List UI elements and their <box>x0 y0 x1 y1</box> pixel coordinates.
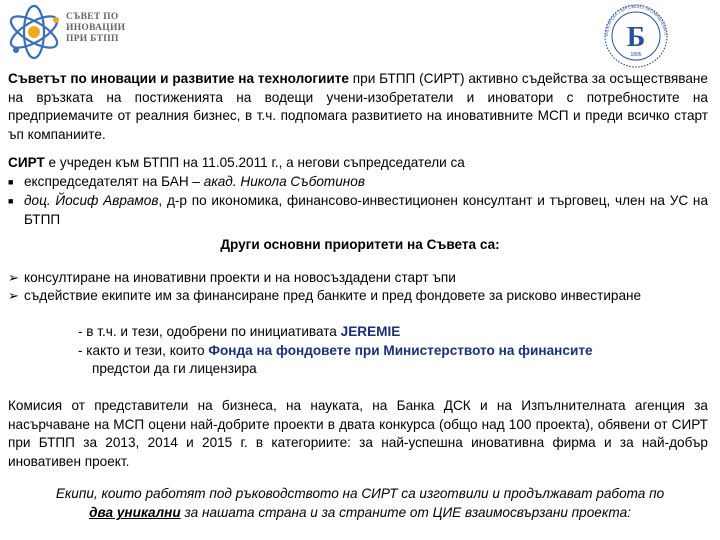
arrow-bullet-icon: ➢ <box>8 288 19 303</box>
person-name: акад. Никола Съботинов <box>203 174 365 189</box>
sirt-abbr: СИРТ <box>8 155 45 170</box>
founding-text: е учреден към БТПП на 11.05.2011 г., а негови съпредседатели са <box>44 155 465 170</box>
fund-highlight: Фонда на фондовете при Министерството на финансите <box>208 343 593 358</box>
square-bullet-icon: ■ <box>8 177 14 187</box>
list-item <box>8 192 708 229</box>
logo-line: СЪВЕТ ПО <box>66 12 119 22</box>
footer-note <box>0 484 720 522</box>
footer-line: Екипи, които работят под ръководството на СИРТ са изготвили и продължават работа по <box>55 486 665 501</box>
sub-item-jeremie <box>78 323 400 342</box>
sub-item-fund-cont: предстои да ги лицензира <box>92 361 257 376</box>
footer-bold: два уникални <box>89 505 181 520</box>
intro-text: при БТПП (СИРТ) активно съдейства за осъществяване на връзката на постиженията на водещи учени-изобретатели и иноватори с потребностите на предприемачите от реалния бизнес, в т.ч. подпомага развитието на иновативните МСП и преди всичко старт ъп компаниите. <box>8 71 708 142</box>
priority-text: съдействие екипите им за финансиране пред банките и пред фондовете за рисково инвестиране <box>24 288 642 303</box>
list-item <box>8 173 708 192</box>
founding-paragraph <box>8 154 708 173</box>
chamber-year: 1895 <box>630 52 642 58</box>
intro-paragraph <box>8 70 708 144</box>
sub-item-prefix: - както и тези, които <box>78 343 209 358</box>
bullet-suffix: , д-р по икономика, финансово-инвестиционен консултант и търговец, член на УС на БТПП <box>24 193 709 227</box>
list-item <box>8 269 708 288</box>
person-name: доц. Йосиф Аврамов <box>24 193 159 208</box>
sub-item-fund <box>78 342 593 361</box>
council-logo-text <box>66 12 125 45</box>
footer-line-rest: за нашата страна и за страните от ЦИЕ взаимосвързани проекта: <box>180 505 631 520</box>
logo-line: ПРИ БТПП <box>66 34 119 44</box>
chamber-logo <box>596 2 676 70</box>
bullet-prefix: експредседателят на БАН – <box>24 174 204 189</box>
council-name: Съветът по иновации и развитие на технологиите <box>8 71 349 86</box>
logo-line: ИНОВАЦИИ <box>66 23 126 33</box>
chamber-emblem-icon <box>596 2 676 70</box>
jeremie-highlight: JEREMIE <box>340 324 401 339</box>
atom-icon <box>4 2 64 62</box>
square-bullet-icon: ■ <box>8 196 14 206</box>
sub-item-prefix: - в т.ч. и тези, одобрени по инициативата <box>78 324 341 339</box>
list-item <box>8 287 708 306</box>
council-logo <box>4 2 124 64</box>
chamber-symbol: Б <box>626 22 646 53</box>
priorities-heading: Други основни приоритети на Съвета са: <box>220 237 500 252</box>
arrow-bullet-icon: ➢ <box>8 270 19 285</box>
priority-text: консултиране на иновативни проекти и на новосъздадени старт ъпи <box>24 270 456 285</box>
commission-paragraph: Комисия от представители на бизнеса, на науката, на Банка ДСК и на Изпълнителната агенция за насърчаване на МСП оцени най-добрите проекти в двата конкурса (общо над 100 проекта), обявени от СИРТ при БТПП за 2013, 2014 и 2015 г. в категориите: за най-успешна иновативна фирма и за най-добър иновативен проект. <box>8 398 708 469</box>
chamber-ring-text: БЪЛГАРСКА ТЪРГОВСКО-ПРОМИШЛЕНА П <box>603 3 669 37</box>
